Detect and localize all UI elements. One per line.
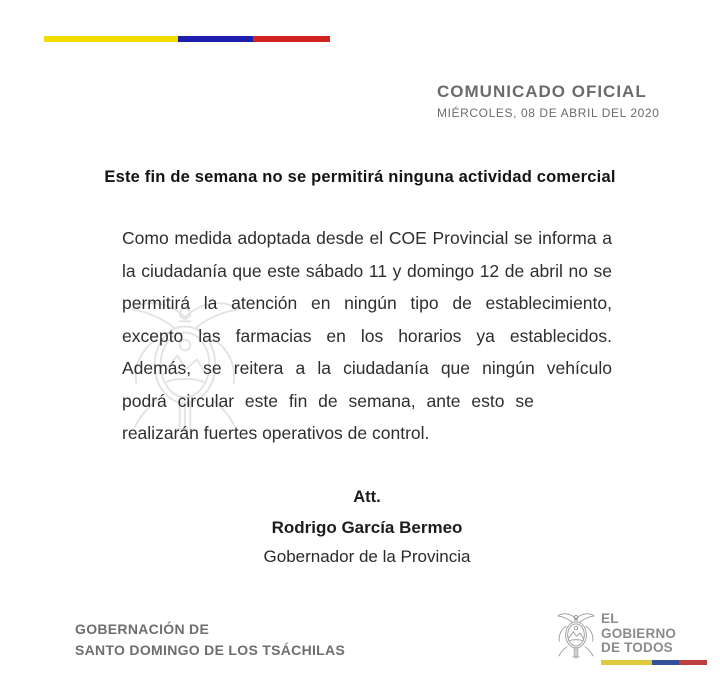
body-line: realizarán fuertes operativos de control. — [122, 423, 430, 443]
body-line: podrá circular este fin de semana, ante esto se — [122, 390, 534, 411]
signature-name: Rodrigo García Bermeo — [271, 518, 463, 537]
communique-headline: Este fin de semana no se permitirá ninguna actividad comercial — [104, 168, 616, 186]
body-line: excepto las farmacias en los horarios ya establecidos. — [122, 325, 612, 346]
governorate-name — [75, 619, 345, 661]
flag-red-segment — [253, 36, 330, 42]
flag-blue-segment — [178, 36, 252, 42]
signature-att: Att. — [353, 488, 381, 506]
body-line: permitirá la atención en ningún tipo de establecimiento, — [122, 293, 612, 313]
governorate-line2: SANTO DOMINGO DE LOS TSÁCHILAS — [75, 642, 346, 658]
body-line: la ciudadanía que este sábado 11 y domingo 12 de abril no se — [122, 260, 612, 281]
gov-logo-line2: GOBIERNO — [601, 625, 677, 641]
flag-yellow-segment — [44, 36, 178, 42]
communique-body — [122, 222, 612, 450]
communique-header-title: COMUNICADO OFICIAL — [437, 82, 647, 101]
header-block — [437, 82, 659, 120]
gov-logo-text — [601, 612, 676, 656]
body-line: Como medida adoptada desde el COE Provincial se informa a — [122, 228, 612, 248]
gov-logo-line1: EL — [601, 611, 619, 626]
signature-block — [122, 488, 612, 567]
gov-logo-line3: DE TODOS — [601, 640, 673, 655]
communique-date: MIÉRCOLES, 08 DE ABRIL DEL 2020 — [437, 106, 660, 120]
gov-bar-blue-segment — [652, 660, 680, 665]
body-line: Además, se reitera a la ciudadanía que ningún vehículo — [122, 358, 612, 378]
ecuador-flag-bar — [44, 36, 330, 42]
gov-logo-flag-bar — [601, 660, 707, 665]
gov-bar-yellow-segment — [601, 660, 652, 665]
gov-bar-red-segment — [679, 660, 707, 665]
gobierno-de-todos-logo — [553, 609, 713, 679]
signature-role: Gobernador de la Provincia — [263, 547, 471, 566]
coat-of-arms-icon — [553, 611, 599, 665]
governorate-line1: GOBERNACIÓN DE — [75, 621, 210, 637]
